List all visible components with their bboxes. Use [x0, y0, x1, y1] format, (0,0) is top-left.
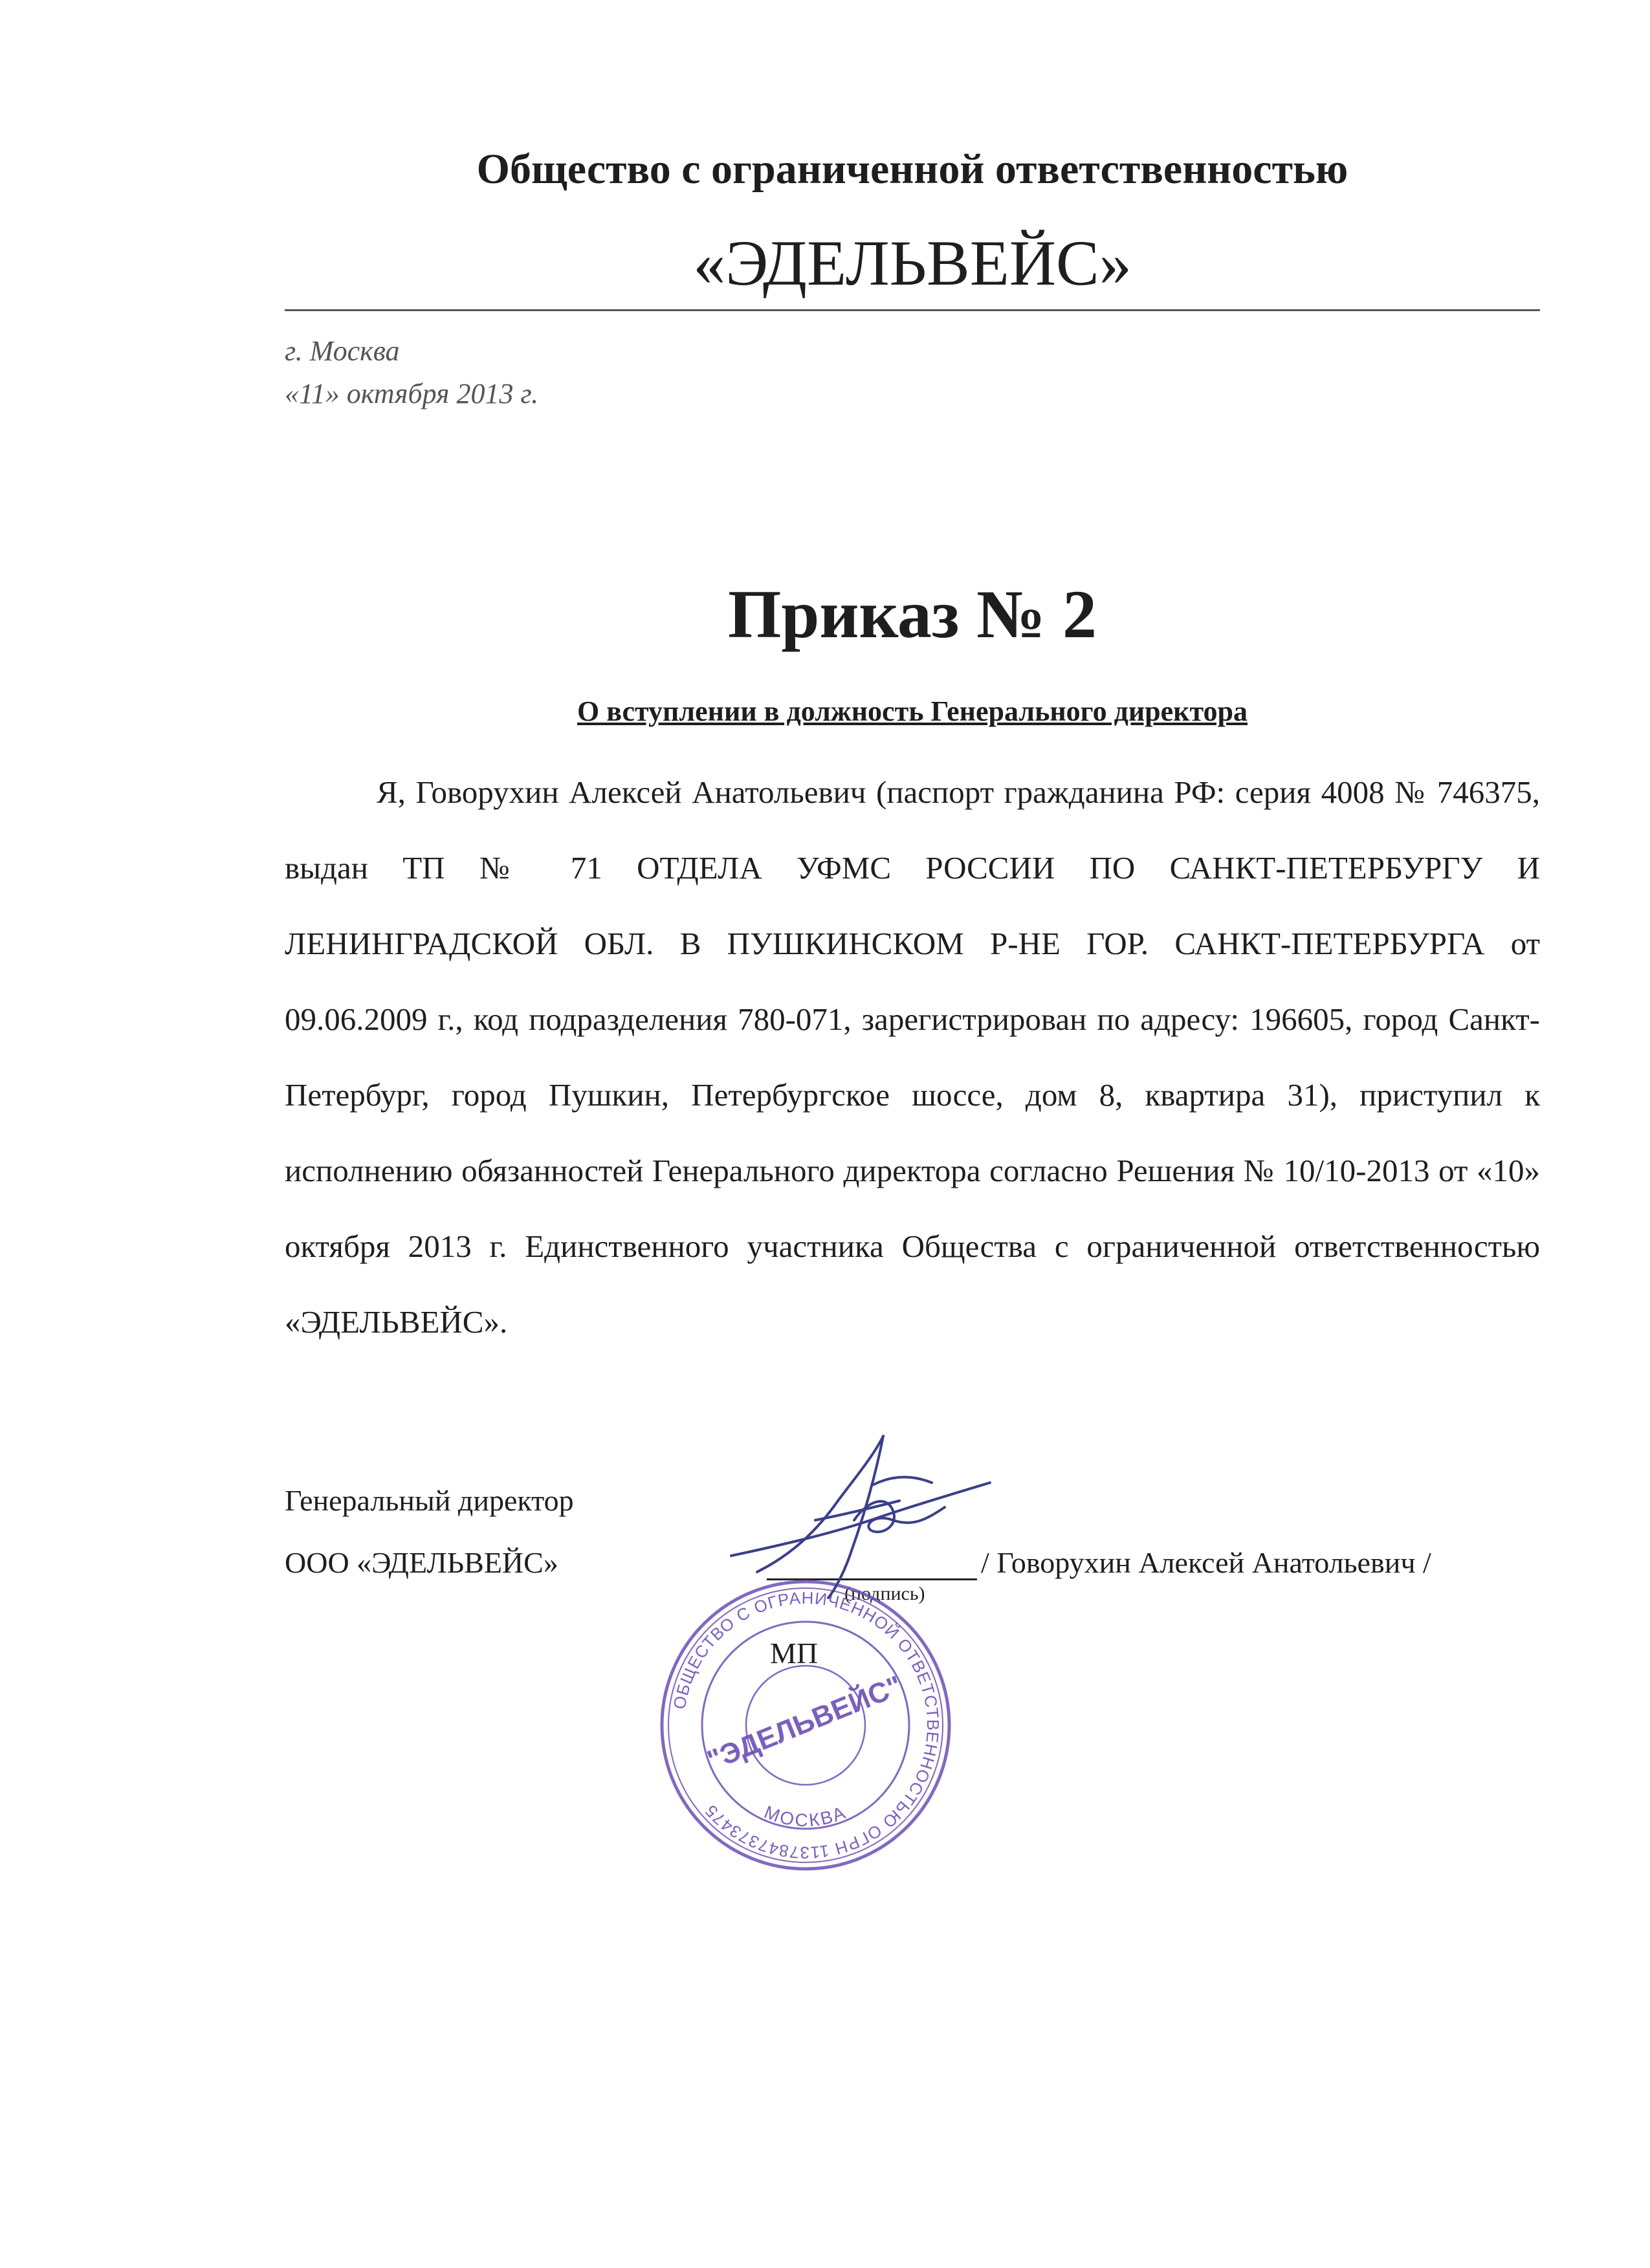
seal-outer-text: ОБЩЕСТВО С ОГРАНИЧЕННОЙ ОТВЕТСТВЕННОСТЬЮ ОГРН 1137847373475	[669, 1587, 943, 1863]
signatory-position: Генеральный директор	[285, 1484, 574, 1517]
seal-center-text: "ЭДЕЛЬВЕЙС"	[703, 1670, 907, 1777]
order-body: Я, Говорухин Алексей Анатольевич (паспорт гражданина РФ: серия 4008 № 746375, выдан ТП № 71 ОТДЕЛА УФМС РОССИИ ПО САНКТ-ПЕТЕРБУРГУ И ЛЕНИНГРАДСКОЙ ОБЛ. В ПУШКИНСКОМ Р-НЕ ГОР. САНКТ-ПЕТЕРБУРГА от 09.06.2009 г., код подразделения 780-071, зарегистрирован по адресу: 196605, город Санкт-Петербург, город Пушкин, Петербургское шоссе, дом 8, квартира 31), приступил к исполнению обязанностей Генерального директора согласно Решения № 10/10-2013 от «10» октября 2013 г. Единственного участника Общества с ограниченной ответственностью «ЭДЕЛЬВЕЙС».	[285, 774, 1540, 1340]
signatory-name: / Говорухин Алексей Анатольевич /	[981, 1546, 1431, 1579]
document-city: г. Москва	[285, 335, 400, 367]
organization-name: «ЭДЕЛЬВЕЙС»	[693, 227, 1132, 299]
company-seal	[654, 1573, 958, 1877]
handwritten-signature	[718, 1423, 996, 1604]
signature-caption: (подпись)	[844, 1583, 925, 1604]
seal-place-label: МП	[770, 1637, 819, 1670]
document-date: «11» октября 2013 г.	[285, 378, 539, 409]
organization-form: Общество с ограниченной ответственностью	[476, 146, 1348, 193]
seal-bottom-text: МОСКВА	[761, 1802, 850, 1831]
signatory-organization: ООО «ЭДЕЛЬВЕЙС»	[285, 1546, 558, 1579]
order-subject: О вступлении в должность Генерального директора	[577, 695, 1248, 727]
header-divider	[285, 309, 1540, 311]
order-title: Приказ № 2	[727, 576, 1097, 652]
